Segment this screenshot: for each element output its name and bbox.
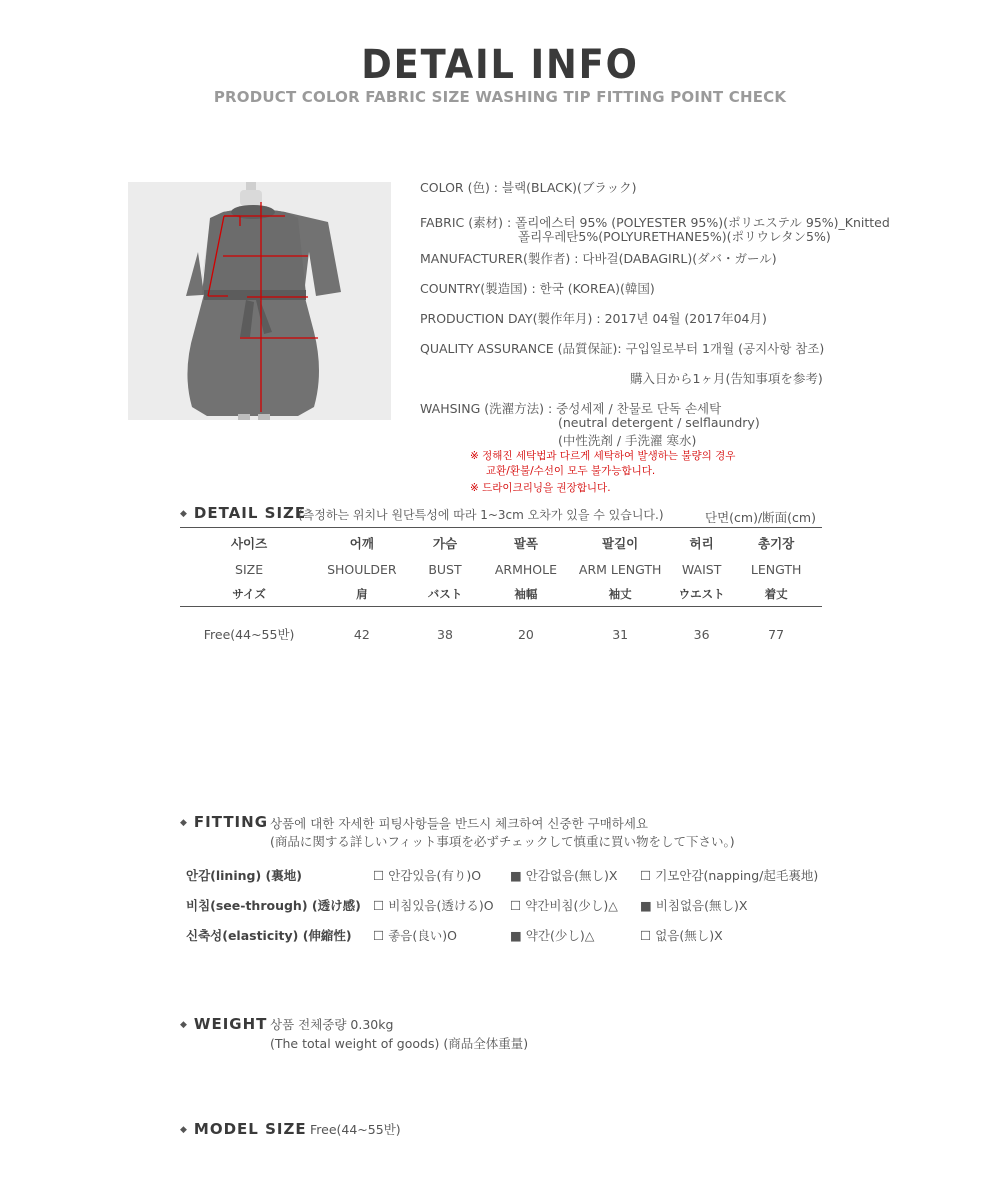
- fitting-label-see-through: 비침(see-through) (透け感): [186, 898, 361, 913]
- washing-warning: ※ 정해진 세탁법과 다르게 세탁하여 발생하는 불량의 경우: [470, 450, 736, 462]
- diamond-bullet-icon: ◆: [180, 509, 188, 519]
- fitting-label-lining: 안감(lining) (裏地): [186, 868, 302, 883]
- col-header: 어깨: [349, 536, 374, 551]
- col-header: 팔길이: [602, 536, 639, 551]
- size-unit: 단면(cm)/断面(cm): [705, 510, 816, 525]
- detail-size-heading: [180, 504, 306, 522]
- checkbox-filled-icon: ■: [510, 868, 526, 883]
- model-size-heading-text: MODEL SIZE: [193, 1120, 307, 1138]
- col-header: BUST: [428, 561, 462, 577]
- info-color: COLOR (色) : 블랙(BLACK)(ブラック): [420, 180, 637, 195]
- size-table: [180, 528, 822, 654]
- info-fabric: FABRIC (素材) : 폴리에스터 95% (POLYESTER 95%)(ポリエステル 95%)_Knitted: [420, 215, 890, 230]
- weight-note: (The total weight of goods) (商品全体重量): [270, 1036, 529, 1051]
- option-label: 없음(無し)X: [655, 928, 723, 943]
- info-fabric-2: 폴리우레탄5%(POLYURETHANE5%)(ポリウレタン5%): [518, 229, 831, 244]
- col-header: 사이즈: [230, 536, 268, 551]
- washing-warning-2: 교환/환불/수선이 모두 불가능합니다.: [486, 465, 656, 477]
- diamond-bullet-icon: ◆: [180, 818, 188, 828]
- fitting-note-jp: (商品に関する詳しいフィット事項を必ずチェックして慎重に買い物をして下さい。): [270, 834, 735, 849]
- waist-cell: 36: [693, 626, 710, 642]
- info-quality: QUALITY ASSURANCE (品質保証): 구입일로부터 1개월 (공지사항 참조): [420, 341, 825, 356]
- col-header: 着丈: [764, 587, 788, 601]
- col-header: バスト: [427, 587, 463, 601]
- bust-cell: 38: [437, 626, 453, 642]
- col-header: 肩: [356, 587, 368, 601]
- fitting-note: 상품에 대한 자세한 피팅사항들을 반드시 체크하여 신중한 구매하세요: [270, 816, 648, 831]
- col-header: SIZE: [235, 561, 264, 577]
- col-header: 팔폭: [513, 536, 538, 551]
- lining-option-yes[interactable]: [373, 866, 481, 884]
- see-through-option-slight[interactable]: [510, 896, 618, 914]
- option-label: 비침있음(透ける)O: [388, 898, 494, 913]
- checkbox-filled-icon: ■: [510, 928, 526, 943]
- col-header: 허리: [689, 536, 714, 551]
- info-washing-3: (中性洗剤 / 手洗濯 寒水): [558, 433, 697, 448]
- product-image: [128, 182, 391, 420]
- checkbox-empty-icon: ☐: [640, 868, 656, 883]
- elasticity-option-good[interactable]: [373, 926, 457, 944]
- fitting-heading: [180, 813, 268, 831]
- info-washing-2: (neutral detergent / selflaundry): [558, 415, 760, 430]
- checkbox-empty-icon: ☐: [373, 868, 389, 883]
- lining-option-no[interactable]: [510, 866, 617, 884]
- size-header-ko: [180, 528, 822, 558]
- size-header-en: [180, 558, 822, 580]
- col-header: サイズ: [232, 587, 266, 601]
- length-cell: 77: [768, 626, 785, 642]
- page-subtitle: PRODUCT COLOR FABRIC SIZE WASHING TIP FITTING POINT CHECK: [213, 88, 787, 106]
- option-label: 비침없음(無し)X: [655, 898, 748, 913]
- fitting-heading-text: FITTING: [193, 813, 269, 831]
- model-size-value: Free(44~55반): [310, 1122, 401, 1137]
- option-label: 약간비침(少し)△: [525, 898, 618, 913]
- info-quality-2: 購入日から1ヶ月(告知事項を参考): [630, 371, 823, 386]
- option-label: 안감있음(有り)O: [388, 868, 482, 883]
- option-label: 기모안감(napping/起毛裏地): [655, 868, 819, 883]
- col-header: 袖丈: [608, 587, 632, 601]
- info-production-day: PRODUCTION DAY(製作年月) : 2017년 04월 (2017年04月): [420, 311, 767, 326]
- info-country: COUNTRY(製造国) : 한국 (KOREA)(韓国): [420, 281, 655, 296]
- col-header: LENGTH: [750, 561, 802, 577]
- size-header-jp: [180, 580, 822, 608]
- col-header: WAIST: [681, 561, 722, 577]
- see-through-option-yes[interactable]: [373, 896, 494, 914]
- diamond-bullet-icon: ◆: [180, 1020, 188, 1030]
- arm-length-cell: 31: [612, 626, 629, 642]
- armhole-cell: 20: [517, 626, 534, 642]
- checkbox-filled-icon: ■: [640, 898, 656, 913]
- model-size-heading: [180, 1120, 307, 1138]
- checkbox-empty-icon: ☐: [640, 928, 656, 943]
- detail-size-note: (측정하는 위치나 원단특성에 따라 1~3cm 오차가 있을 수 있습니다.): [298, 508, 664, 522]
- col-header: 袖幅: [514, 587, 538, 601]
- table-row: [180, 608, 822, 654]
- weight-heading-text: WEIGHT: [193, 1015, 268, 1033]
- col-header: ウエスト: [678, 587, 725, 601]
- col-header: ARMHOLE: [494, 561, 557, 577]
- dress-illustration: [128, 182, 391, 420]
- option-label: 약간(少し)△: [525, 928, 595, 943]
- elasticity-option-slight[interactable]: [510, 926, 594, 944]
- info-washing: WAHSING (洗濯方法) : 중성세제 / 찬물로 단독 손세탁: [420, 401, 722, 416]
- option-label: 안감없음(無し)X: [525, 868, 618, 883]
- elasticity-option-none[interactable]: [640, 926, 723, 944]
- checkbox-empty-icon: ☐: [373, 898, 389, 913]
- info-manufacturer: MANUFACTURER(製作者) : 다바걸(DABAGIRL)(ダバ・ガール): [420, 251, 777, 266]
- col-header: 가슴: [432, 536, 458, 551]
- weight-heading: [180, 1015, 267, 1033]
- shoulder-cell: 42: [353, 626, 370, 642]
- diamond-bullet-icon: ◆: [180, 1125, 188, 1135]
- col-header: SHOULDER: [327, 561, 397, 577]
- dryclean-note: ※ 드라이크리닝을 권장합니다.: [470, 482, 611, 494]
- lining-option-napping[interactable]: [640, 866, 818, 884]
- detail-size-heading-text: DETAIL SIZE: [193, 504, 307, 522]
- fitting-label-elasticity: 신축성(elasticity) (伸縮性): [186, 928, 352, 943]
- weight-value: 상품 전체중량 0.30kg: [270, 1017, 394, 1032]
- page-title: DETAIL INFO: [361, 42, 639, 88]
- checkbox-empty-icon: ☐: [510, 898, 526, 913]
- option-label: 좋음(良い)O: [388, 928, 457, 943]
- checkbox-empty-icon: ☐: [373, 928, 389, 943]
- col-header: 총기장: [758, 536, 795, 551]
- see-through-option-no[interactable]: [640, 896, 747, 914]
- size-cell: Free(44~55반): [203, 627, 295, 642]
- col-header: ARM LENGTH: [578, 561, 662, 577]
